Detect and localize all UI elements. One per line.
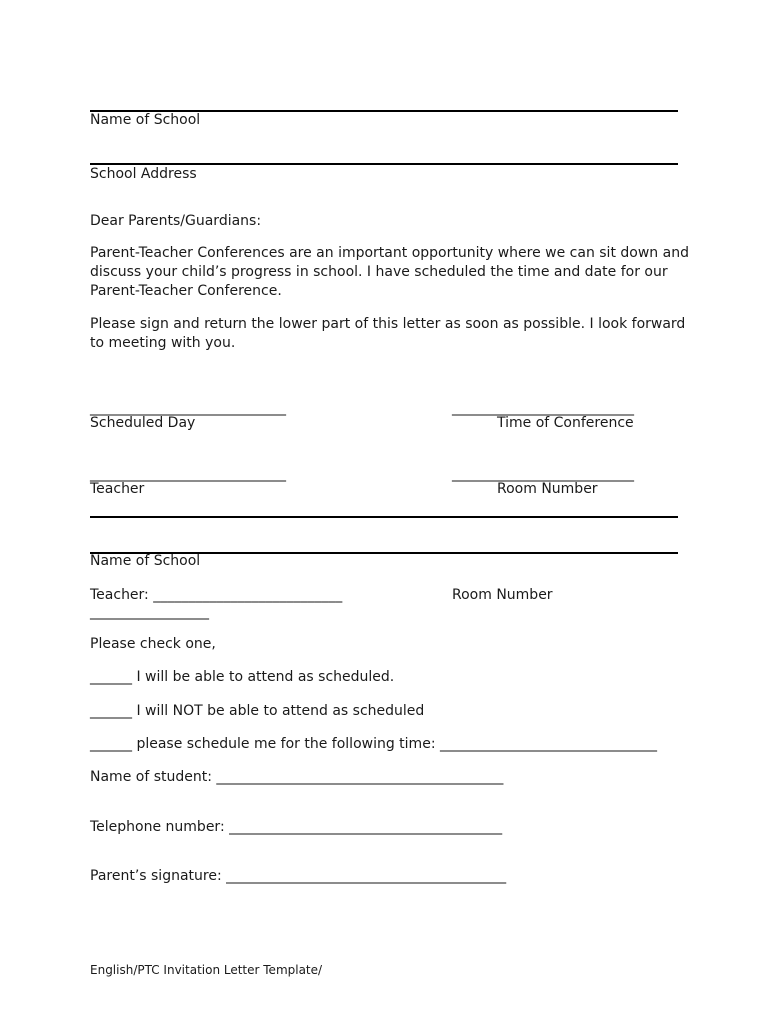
room-number-label: Room Number [497,481,598,497]
teacher-label: Teacher [90,481,145,497]
paragraph-intro: Parent-Teacher Conferences are an important opportunity where we can sit down and discuss your child’s progress in school. I have scheduled the time and date for our Parent-Teacher Conference. [90,245,689,299]
student-name-field: Name of student: _________________________________________ [90,769,504,785]
scheduled-day-blank: ____________________________ [90,400,286,416]
cut-line-rule [90,516,678,518]
reply-room-number-label: Room Number [452,587,553,603]
option-attend: ______ I will be able to attend as scheduled. [90,669,395,685]
reply-room-number-blank: _________________ [90,604,209,620]
check-prompt: Please check one, [90,636,216,652]
teacher-blank: ____________________________ [90,466,286,482]
school-address-rule [90,163,678,165]
scheduled-day-label: Scheduled Day [90,415,196,431]
paragraph-request: Please sign and return the lower part of this letter as soon as possible. I look forward to meeting with you. [90,316,686,351]
telephone-field: Telephone number: _______________________________________ [90,819,503,835]
time-of-conference-blank: __________________________ [452,400,634,416]
school-name-label: Name of School [90,112,201,128]
reply-school-name-label: Name of School [90,553,201,569]
time-of-conference-label: Time of Conference [497,415,634,431]
footer-text: English/PTC Invitation Letter Template/ [90,963,323,977]
room-number-blank: __________________________ [452,466,634,482]
greeting: Dear Parents/Guardians: [90,213,262,229]
reply-teacher-field: Teacher: ___________________________ [90,587,343,603]
parent-signature-field: Parent’s signature: ________________________________________ [90,868,507,884]
option-not-attend: ______ I will NOT be able to attend as scheduled [90,703,425,719]
school-address-label: School Address [90,166,197,182]
option-reschedule: ______ please schedule me for the following time: _______________________________ [90,736,657,752]
